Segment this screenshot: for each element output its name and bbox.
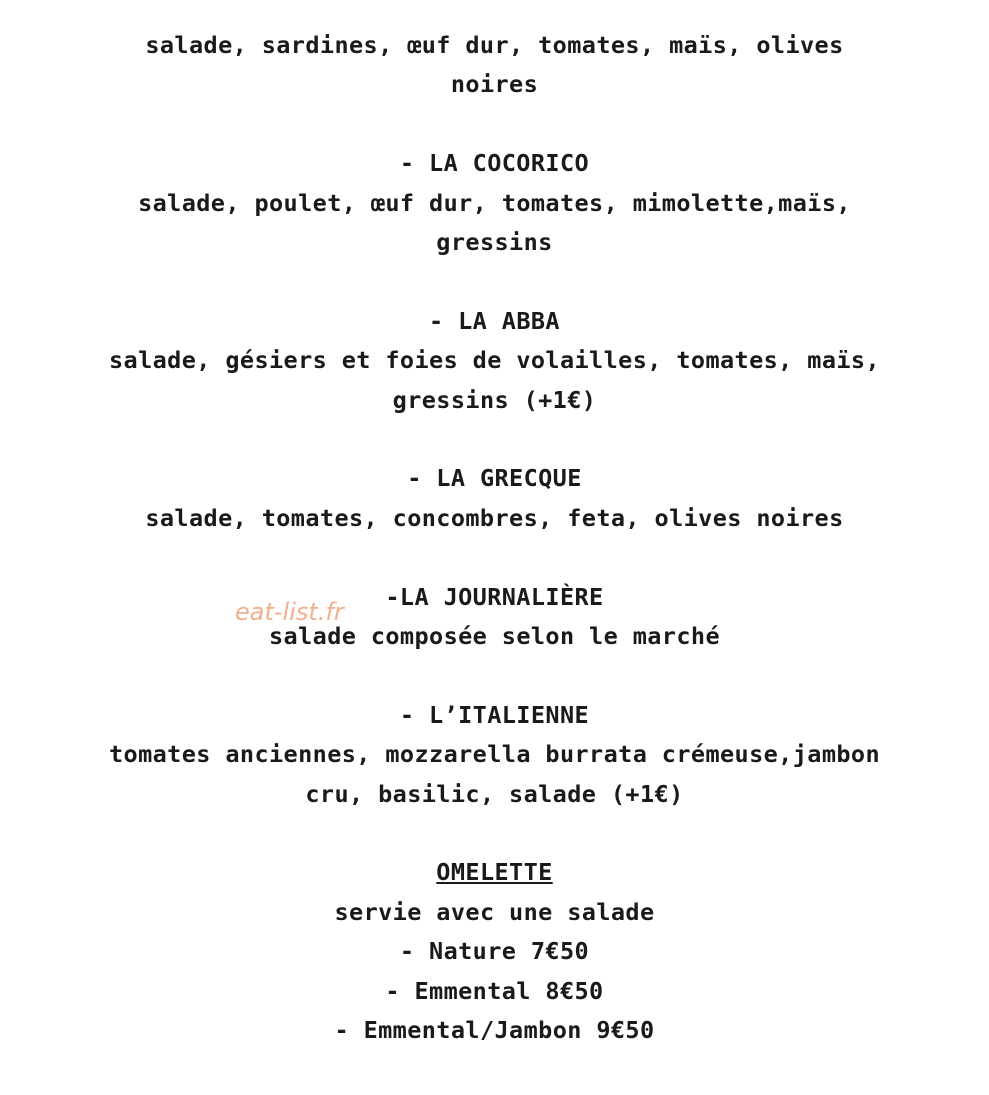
section-heading: OMELETTE bbox=[436, 858, 553, 887]
menu-section-omelette bbox=[0, 853, 989, 1050]
spacer bbox=[0, 420, 989, 459]
item-ingredients-continued: gressins (+1€) bbox=[392, 385, 597, 414]
omelette-option-nature: - Nature 7€50 bbox=[399, 937, 590, 966]
omelette-option-emmental: - Emmental 8€50 bbox=[385, 976, 604, 1005]
item-ingredients: salade, gésiers et foies de volailles, tomates, maïs, bbox=[108, 346, 881, 375]
item-title: - LA COCORICO bbox=[399, 149, 590, 178]
item-ingredients-continued: gressins bbox=[436, 228, 553, 257]
item-ingredients: tomates anciennes, mozzarella burrata crémeuse,jambon bbox=[108, 740, 881, 769]
spacer bbox=[0, 262, 989, 301]
menu-item-abba bbox=[0, 302, 989, 420]
item-ingredients: salade, tomates, concombres, feta, olives noires bbox=[145, 503, 844, 532]
item-ingredients: salade, poulet, œuf dur, tomates, mimolette,maïs, bbox=[138, 188, 851, 217]
menu-item-journaliere bbox=[0, 578, 989, 657]
item-title: - LA GRECQUE bbox=[407, 464, 582, 493]
menu-item-grecque bbox=[0, 459, 989, 538]
item-ingredients: salade composée selon le marché bbox=[269, 622, 720, 651]
item-ingredients-continued: cru, basilic, salade (+1€) bbox=[305, 779, 684, 808]
item-title: - L’ITALIENNE bbox=[399, 700, 590, 729]
menu-page bbox=[0, 26, 989, 1050]
item-ingredients-continued: noires bbox=[450, 70, 539, 99]
spacer bbox=[0, 656, 989, 695]
omelette-option-emmental-jambon: - Emmental/Jambon 9€50 bbox=[334, 1016, 655, 1045]
item-title: - LA ABBA bbox=[429, 306, 560, 335]
menu-item-sardines bbox=[0, 26, 989, 105]
menu-item-cocorico bbox=[0, 144, 989, 262]
spacer bbox=[0, 105, 989, 144]
spacer bbox=[0, 538, 989, 577]
item-ingredients: salade, sardines, œuf dur, tomates, maïs, olives bbox=[145, 31, 844, 59]
item-title: -LA JOURNALIÈRE bbox=[385, 582, 604, 611]
spacer bbox=[0, 814, 989, 853]
watermark: eat-list.fr bbox=[235, 598, 344, 626]
menu-item-italienne bbox=[0, 696, 989, 814]
section-subtitle: servie avec une salade bbox=[334, 897, 655, 926]
